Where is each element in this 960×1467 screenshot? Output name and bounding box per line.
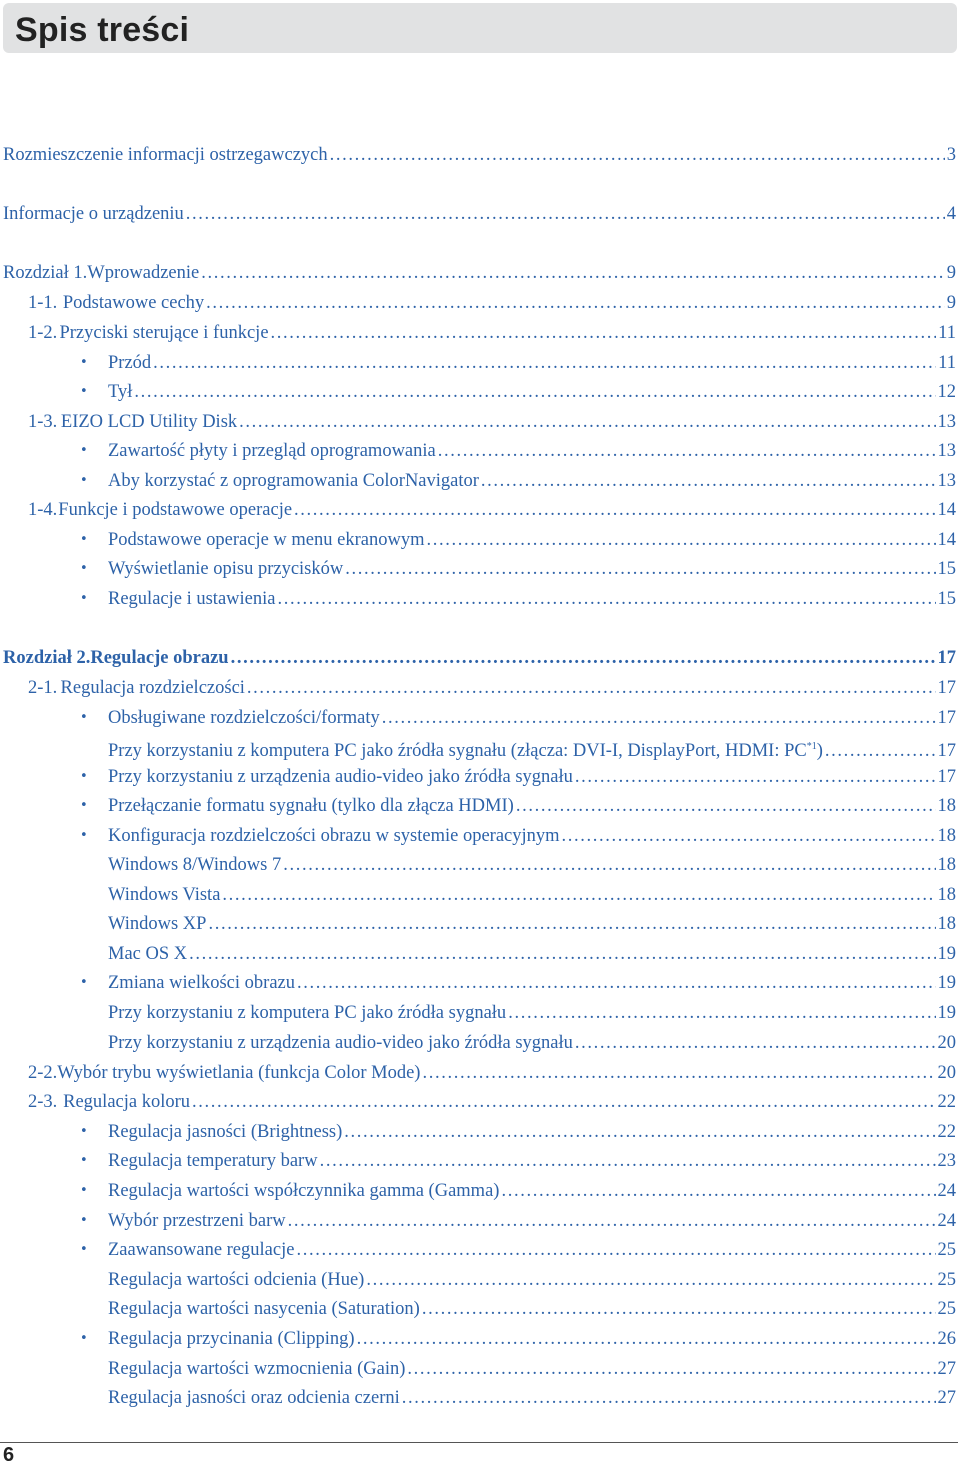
toc-entry-page: 11 <box>938 353 956 373</box>
toc-entry-title: Rozmieszczenie informacji ostrzegawczych <box>3 145 328 165</box>
toc-entry[interactable] <box>0 1296 956 1322</box>
toc-entry-page: 18 <box>937 826 956 846</box>
toc-entry-title: Zmiana wielkości obrazu <box>108 973 295 993</box>
toc-entry-title: Przy korzystaniu z urządzenia audio-video jako źródła sygnału <box>108 767 573 787</box>
bullet-icon: • <box>80 1153 88 1168</box>
dot-leader <box>294 497 935 523</box>
toc-entry-title: Regulacje i ustawienia <box>108 589 276 609</box>
dot-leader <box>575 1030 936 1056</box>
toc-line <box>0 645 956 671</box>
toc-entry-page: 19 <box>937 944 956 964</box>
toc-line <box>0 468 956 494</box>
dot-leader <box>231 645 936 671</box>
dot-leader <box>134 379 935 405</box>
toc-entry-title: Informacje o urządzeniu <box>3 204 184 224</box>
bullet-icon: • <box>80 1183 88 1198</box>
toc-entry-page: 13 <box>937 441 956 461</box>
toc-line <box>0 941 956 967</box>
toc-entry-title: Regulacja jasności (Brightness) <box>108 1122 343 1142</box>
toc-entry-page: 15 <box>937 589 956 609</box>
toc-line <box>0 1237 956 1263</box>
bullet-icon: • <box>80 1242 88 1257</box>
dot-leader <box>192 1089 935 1115</box>
dot-leader <box>366 1267 935 1293</box>
dot-leader <box>288 1208 936 1234</box>
toc-entry[interactable] <box>0 1237 956 1263</box>
toc-line <box>0 142 956 168</box>
toc-entry[interactable] <box>0 1060 956 1086</box>
toc-entry-page: 18 <box>937 885 956 905</box>
toc-entry[interactable] <box>0 409 956 435</box>
dot-leader <box>422 1060 935 1086</box>
toc-entry-title: Regulacja koloru <box>63 1092 191 1112</box>
toc-entry-title: Konfiguracja rozdzielczości obrazu w systemie operacyjnym <box>108 826 560 846</box>
toc-entry-page: 17 <box>937 708 956 728</box>
toc-entry-title: Funkcje i podstawowe operacje <box>58 500 293 520</box>
bullet-icon: • <box>80 532 88 547</box>
toc-entry-title: Podstawowe operacje w menu ekranowym <box>108 530 425 550</box>
toc-entry-page: 22 <box>937 1092 956 1112</box>
toc-entry[interactable] <box>0 586 956 612</box>
toc-entry-page: 14 <box>937 500 956 520</box>
toc-entry-title: Windows Vista <box>108 885 221 905</box>
toc-line <box>0 1326 956 1352</box>
toc-line <box>0 409 956 435</box>
toc-line <box>0 823 956 849</box>
toc-entry[interactable] <box>0 911 956 937</box>
toc-entry-page: 23 <box>937 1151 956 1171</box>
dot-leader <box>277 586 935 612</box>
dot-leader <box>296 1237 935 1263</box>
toc-entry-title: Regulacja wartości wzmocnienia (Gain) <box>108 1359 406 1379</box>
toc-entry-title: Windows 8/Windows 7 <box>108 855 282 875</box>
toc-line <box>0 675 956 701</box>
toc-entry[interactable] <box>0 350 956 376</box>
toc-entry-title: Regulacja jasności oraz odcienia czerni <box>108 1388 400 1408</box>
toc-entry-page: 26 <box>937 1329 956 1349</box>
toc-entry-page: 17 <box>937 648 956 668</box>
toc-entry-title: EIZO LCD Utility Disk <box>60 412 238 432</box>
dot-leader <box>297 970 936 996</box>
toc-entry[interactable] <box>0 468 956 494</box>
dot-leader <box>516 793 936 819</box>
bullet-icon: • <box>80 1213 88 1228</box>
toc-entry-page: 24 <box>937 1181 956 1201</box>
toc-line <box>0 1296 956 1322</box>
bullet-icon: • <box>80 561 88 576</box>
toc-entry-title: Regulacja wartości nasycenia (Saturation) <box>108 1299 420 1319</box>
bullet-icon: • <box>80 769 88 784</box>
toc-entry-number: 1-1. <box>28 293 58 313</box>
toc-line <box>0 320 956 346</box>
toc-entry-title: Przy korzystaniu z komputera PC jako źródła sygnału <box>108 1003 507 1023</box>
toc-entry[interactable] <box>0 941 956 967</box>
toc-entry[interactable] <box>0 882 956 908</box>
toc-entry-title: Przyciski sterujące i funkcje <box>59 323 269 343</box>
toc-entry-title: Wybór przestrzeni barw <box>108 1211 286 1231</box>
dot-leader <box>189 941 935 967</box>
dot-leader <box>501 1178 935 1204</box>
dot-leader <box>222 882 935 908</box>
toc-line <box>0 497 956 523</box>
toc-entry-page: 4 <box>946 204 956 224</box>
toc-entry-number: 1-4. <box>28 500 58 520</box>
toc-entry-title: Regulacje obrazu <box>90 648 229 668</box>
toc-line <box>0 1148 956 1174</box>
bullet-icon: • <box>80 975 88 990</box>
toc-line <box>0 290 956 316</box>
toc-line <box>0 852 956 878</box>
bullet-icon: • <box>80 384 88 399</box>
toc-line <box>0 970 956 996</box>
toc-entry[interactable] <box>0 1178 956 1204</box>
toc-entry-title: Przełączanie formatu sygnału (tylko dla złącza HDMI) <box>108 796 514 816</box>
toc-line <box>0 350 956 376</box>
toc-entry-page: 11 <box>938 323 956 343</box>
toc-line <box>0 379 956 405</box>
toc-entry[interactable] <box>0 734 956 760</box>
toc-entry[interactable] <box>0 201 956 227</box>
toc-entry-page: 17 <box>937 767 956 787</box>
toc-entry-number: Rozdział 2. <box>3 648 91 668</box>
toc-line <box>0 1178 956 1204</box>
toc-entry-title: Wybór trybu wyświetlania (funkcja Color Mode) <box>57 1063 421 1083</box>
dot-leader <box>426 527 935 553</box>
toc-entry-title: Regulacja wartości odcienia (Hue) <box>108 1270 365 1290</box>
toc-line <box>0 734 956 764</box>
bullet-icon: • <box>80 355 88 370</box>
bullet-icon: • <box>80 828 88 843</box>
toc-entry[interactable] <box>0 675 956 701</box>
toc-entry[interactable] <box>0 438 956 464</box>
toc-entry-title: Aby korzystać z oprogramowania ColorNavigator <box>108 471 479 491</box>
toc-line <box>0 911 956 937</box>
toc-line <box>0 1060 956 1086</box>
toc-entry-title: Przy korzystaniu z urządzenia audio-video jako źródła sygnału <box>108 1033 573 1053</box>
page-number: 6 <box>3 1444 15 1466</box>
dot-leader <box>283 852 935 878</box>
toc-line <box>0 1030 956 1056</box>
toc-entry-page: 18 <box>937 914 956 934</box>
toc-entry-number: 2-1. <box>28 678 58 698</box>
toc-entry[interactable] <box>0 852 956 878</box>
toc-line <box>0 1385 956 1411</box>
toc-entry-title: Tył <box>108 382 133 402</box>
toc-entry-page: 3 <box>946 145 956 165</box>
toc-entry-page: 18 <box>937 855 956 875</box>
toc-entry[interactable] <box>0 290 956 316</box>
dot-leader <box>247 675 936 701</box>
page-title: Spis treści <box>15 11 190 49</box>
toc-entry-number: 2-2. <box>28 1063 58 1083</box>
toc-entry-page: 25 <box>937 1240 956 1260</box>
toc-entry-number: Rozdział 1. <box>3 263 88 283</box>
toc-line <box>0 527 956 553</box>
toc-entry[interactable] <box>0 320 956 346</box>
toc-entry[interactable] <box>0 142 956 168</box>
toc-entry[interactable] <box>0 1356 956 1382</box>
toc-line <box>0 793 956 819</box>
toc-entry-title: Regulacja rozdzielczości <box>60 678 245 698</box>
toc-entry-title: Obsługiwane rozdzielczości/formaty <box>108 708 380 728</box>
dot-leader <box>825 738 936 764</box>
toc-entry[interactable] <box>0 764 956 790</box>
toc-entry-title: Regulacja przycinania (Clipping) <box>108 1329 355 1349</box>
toc-entry[interactable] <box>0 1267 956 1293</box>
toc-line <box>0 764 956 790</box>
dot-leader <box>330 142 945 168</box>
toc-entry-page: 25 <box>937 1299 956 1319</box>
toc-entry-title: Wprowadzenie <box>87 263 200 283</box>
bullet-icon: • <box>80 710 88 725</box>
toc-entry[interactable] <box>0 379 956 405</box>
toc-entry-page: 13 <box>937 412 956 432</box>
toc-line <box>0 1208 956 1234</box>
toc-entry[interactable] <box>0 1148 956 1174</box>
toc-entry[interactable] <box>0 1030 956 1056</box>
toc-entry-page: 17 <box>937 741 956 762</box>
toc-entry-number: 1-3. <box>28 412 58 432</box>
toc-entry[interactable] <box>0 823 956 849</box>
dot-leader <box>320 1148 936 1174</box>
dot-leader <box>382 705 936 731</box>
dot-leader <box>407 1356 935 1382</box>
toc-entry[interactable] <box>0 1385 956 1411</box>
toc-entry-page: 15 <box>937 559 956 579</box>
toc-entry-title: Mac OS X <box>108 944 188 964</box>
dot-leader <box>153 350 936 376</box>
toc-entry-number: 2-3. <box>28 1092 58 1112</box>
dot-leader <box>508 1000 935 1026</box>
toc-entry-page: 17 <box>937 678 956 698</box>
toc-entry[interactable] <box>0 705 956 731</box>
toc-entry-title: Przód <box>108 353 152 373</box>
bullet-icon: • <box>80 591 88 606</box>
bullet-icon: • <box>80 1124 88 1139</box>
dot-leader <box>422 1296 936 1322</box>
toc-entry[interactable] <box>0 260 956 286</box>
toc-entry-title: Przy korzystaniu z komputera PC jako źródła sygnału (złącza: DVI-I, DisplayPort, HDMI: PC$^{*1}$) <box>108 741 823 762</box>
bullet-icon: • <box>80 1331 88 1346</box>
toc-entry-page: 9 <box>946 293 956 313</box>
dot-leader <box>208 911 935 937</box>
toc-entry[interactable] <box>0 527 956 553</box>
toc-entry-page: 27 <box>937 1388 956 1408</box>
toc-line <box>0 1356 956 1382</box>
dot-leader <box>357 1326 936 1352</box>
toc-entry-page: 9 <box>946 263 956 283</box>
bullet-icon: • <box>80 798 88 813</box>
dot-leader <box>206 290 945 316</box>
toc-entry-title: Zawartość płyty i przegląd oprogramowania <box>108 441 436 461</box>
toc-entry[interactable] <box>0 1000 956 1026</box>
dot-leader <box>344 1119 935 1145</box>
dot-leader <box>575 764 936 790</box>
toc-entry-page: 24 <box>937 1211 956 1231</box>
toc-entry[interactable] <box>0 970 956 996</box>
toc-entry-page: 18 <box>937 796 956 816</box>
toc-line <box>0 1000 956 1026</box>
toc-entry-page: 22 <box>937 1122 956 1142</box>
toc-entry-page: 14 <box>937 530 956 550</box>
dot-leader <box>562 823 936 849</box>
toc-line <box>0 556 956 582</box>
toc-line <box>0 1089 956 1115</box>
toc-entry-page: 19 <box>937 973 956 993</box>
toc-entry[interactable] <box>0 793 956 819</box>
dot-leader <box>239 409 935 435</box>
toc-entry[interactable] <box>0 497 956 523</box>
toc-entry-title: Windows XP <box>108 914 207 934</box>
toc-line <box>0 882 956 908</box>
footer-divider <box>0 1442 958 1443</box>
toc-entry-page: 13 <box>937 471 956 491</box>
bullet-icon: • <box>80 443 88 458</box>
toc-line <box>0 705 956 731</box>
toc-entry[interactable] <box>0 645 956 671</box>
toc-entry[interactable] <box>0 1326 956 1352</box>
dot-leader <box>271 320 937 346</box>
toc-entry-page: 12 <box>937 382 956 402</box>
toc-line <box>0 201 956 227</box>
toc-entry-page: 19 <box>937 1003 956 1023</box>
dot-leader <box>186 201 945 227</box>
toc-entry-number: 1-2. <box>28 323 58 343</box>
dot-leader <box>345 556 935 582</box>
toc-entry[interactable] <box>0 1208 956 1234</box>
toc-entry-page: 27 <box>937 1359 956 1379</box>
bullet-icon: • <box>80 473 88 488</box>
toc-entry-title: Zaawansowane regulacje <box>108 1240 295 1260</box>
toc-line <box>0 1267 956 1293</box>
toc-entry-page: 20 <box>937 1033 956 1053</box>
toc-line <box>0 438 956 464</box>
toc-line <box>0 260 956 286</box>
dot-leader <box>438 438 936 464</box>
toc-entry[interactable] <box>0 1089 956 1115</box>
toc-entry-title: Podstawowe cechy <box>62 293 205 313</box>
toc-line <box>0 586 956 612</box>
dot-leader <box>201 260 945 286</box>
dot-leader <box>481 468 936 494</box>
toc-entry-title: Regulacja temperatury barw <box>108 1151 318 1171</box>
toc-entry-title: Wyświetlanie opisu przycisków <box>108 559 344 579</box>
toc-entry-page: 20 <box>937 1063 956 1083</box>
toc-line <box>0 1119 956 1145</box>
toc-entry-page: 25 <box>937 1270 956 1290</box>
toc-entry-title: Regulacja wartości współczynnika gamma (Gamma) <box>108 1181 500 1201</box>
toc-entry[interactable] <box>0 556 956 582</box>
toc-entry[interactable] <box>0 1119 956 1145</box>
dot-leader <box>402 1385 936 1411</box>
